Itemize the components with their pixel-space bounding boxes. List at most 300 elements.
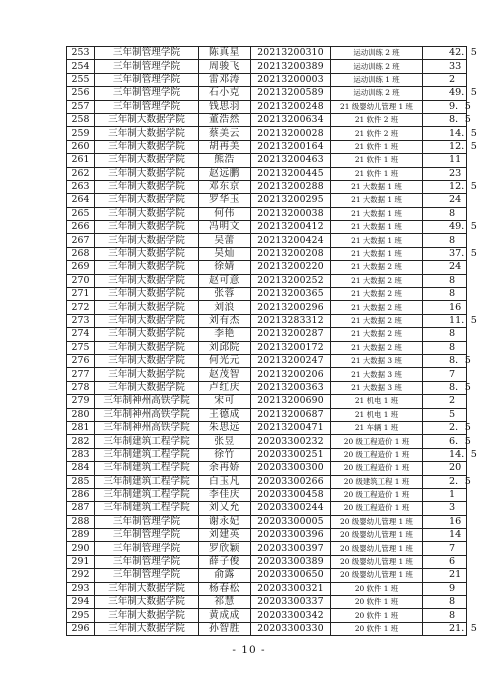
score-cell: 12．5 xyxy=(423,140,467,153)
student-name-cell: 余再娇 xyxy=(199,462,251,475)
college-cell: 三年制大数据学院 xyxy=(95,127,199,140)
score-cell: 8．5 xyxy=(423,354,467,367)
student-id-cell: 20203300005 xyxy=(251,515,331,528)
score-cell: 5 xyxy=(423,408,467,421)
class-cell: 21 大数据 2 班 xyxy=(331,328,423,341)
score-cell: 42．5 xyxy=(423,47,467,60)
student-id-cell: 20213200252 xyxy=(251,274,331,287)
row-number-cell: 268 xyxy=(67,247,95,260)
row-number-cell: 281 xyxy=(67,421,95,434)
student-id-cell: 20213200164 xyxy=(251,140,331,153)
score-cell: 21 xyxy=(423,569,467,582)
class-cell: 21 软件 1 班 xyxy=(331,167,423,180)
college-cell: 三年制大数据学院 xyxy=(95,596,199,609)
student-name-cell: 徐竹 xyxy=(199,448,251,461)
row-number-cell: 279 xyxy=(67,395,95,408)
student-name-cell: 赵可意 xyxy=(199,274,251,287)
score-cell: 16 xyxy=(423,515,467,528)
score-cell: 8 xyxy=(423,596,467,609)
table-row xyxy=(67,555,467,568)
college-cell: 三年制大数据学院 xyxy=(95,261,199,274)
student-name-cell: 刘乂允 xyxy=(199,502,251,515)
college-cell: 三年制大数据学院 xyxy=(95,194,199,207)
row-number-cell: 294 xyxy=(67,596,95,609)
student-id-cell: 20203300300 xyxy=(251,462,331,475)
table-row xyxy=(67,488,467,501)
table-row xyxy=(67,47,467,60)
student-id-cell: 20203300244 xyxy=(251,502,331,515)
table-row xyxy=(67,247,467,260)
college-cell: 三年制建筑工程学院 xyxy=(95,502,199,515)
class-cell: 运动训练 2 班 xyxy=(331,47,423,60)
student-name-cell: 罗华玉 xyxy=(199,194,251,207)
table-row xyxy=(67,154,467,167)
student-id-cell: 20203300396 xyxy=(251,529,331,542)
college-cell: 三年制大数据学院 xyxy=(95,167,199,180)
table-row xyxy=(67,274,467,287)
table-row xyxy=(67,288,467,301)
student-score-table xyxy=(66,46,477,636)
college-cell: 三年制神州高铁学院 xyxy=(95,421,199,434)
score-cell: 14．5 xyxy=(423,127,467,140)
college-cell: 三年制大数据学院 xyxy=(95,301,199,314)
student-id-cell: 20213200471 xyxy=(251,421,331,434)
student-name-cell: 熊浩 xyxy=(199,154,251,167)
table-row xyxy=(67,73,467,86)
table-row xyxy=(67,328,467,341)
row-number-cell: 286 xyxy=(67,488,95,501)
class-cell: 20 级婴幼儿管理 1 班 xyxy=(331,515,423,528)
student-name-cell: 赵远鹏 xyxy=(199,167,251,180)
table-row xyxy=(67,368,467,381)
class-cell: 20 级建筑工程 1 班 xyxy=(331,475,423,488)
score-cell: 37．5 xyxy=(423,247,467,260)
student-name-cell: 陈真星 xyxy=(199,47,251,60)
score-cell: 2．5 xyxy=(423,475,467,488)
table-row xyxy=(67,113,467,126)
student-name-cell: 钱思羽 xyxy=(199,100,251,113)
row-number-cell: 262 xyxy=(67,167,95,180)
college-cell: 三年制大数据学院 xyxy=(95,582,199,595)
table-row xyxy=(67,261,467,274)
student-id-cell: 20213200687 xyxy=(251,408,331,421)
class-cell: 20 软件 1 班 xyxy=(331,582,423,595)
class-cell: 21 大数据 1 班 xyxy=(331,194,423,207)
student-id-cell: 20203300251 xyxy=(251,448,331,461)
table-row xyxy=(67,529,467,542)
class-cell: 21 大数据 2 班 xyxy=(331,314,423,327)
student-name-cell: 赵茂智 xyxy=(199,368,251,381)
student-name-cell: 俞露 xyxy=(199,569,251,582)
row-number-cell: 290 xyxy=(67,542,95,555)
score-cell: 1 xyxy=(423,488,467,501)
table-row xyxy=(67,596,467,609)
score-cell: 2 xyxy=(423,73,467,86)
row-number-cell: 263 xyxy=(67,180,95,193)
student-name-cell: 刘建英 xyxy=(199,529,251,542)
class-cell: 21 软件 2 班 xyxy=(331,127,423,140)
table-row xyxy=(67,301,467,314)
row-number-cell: 254 xyxy=(67,60,95,73)
college-cell: 三年制管理学院 xyxy=(95,529,199,542)
student-id-cell: 20213200287 xyxy=(251,328,331,341)
student-id-cell: 20203300650 xyxy=(251,569,331,582)
student-name-cell: 朱思远 xyxy=(199,421,251,434)
score-cell: 8 xyxy=(423,341,467,354)
student-id-cell: 20213200589 xyxy=(251,87,331,100)
row-number-cell: 272 xyxy=(67,301,95,314)
row-number-cell: 266 xyxy=(67,221,95,234)
student-id-cell: 20213200363 xyxy=(251,381,331,394)
table-row xyxy=(67,314,467,327)
student-name-cell: 刘邱院 xyxy=(199,341,251,354)
student-name-cell: 雷邓涛 xyxy=(199,73,251,86)
student-id-cell: 20213200247 xyxy=(251,354,331,367)
student-id-cell: 20213200445 xyxy=(251,167,331,180)
row-number-cell: 270 xyxy=(67,274,95,287)
class-cell: 20 软件 1 班 xyxy=(331,596,423,609)
student-name-cell: 石小克 xyxy=(199,87,251,100)
college-cell: 三年制大数据学院 xyxy=(95,207,199,220)
student-id-cell: 20213200634 xyxy=(251,113,331,126)
student-id-cell: 20203300458 xyxy=(251,488,331,501)
score-cell: 49．5 xyxy=(423,87,467,100)
student-name-cell: 祁慧 xyxy=(199,596,251,609)
score-cell: 12．5 xyxy=(423,180,467,193)
college-cell: 三年制管理学院 xyxy=(95,569,199,582)
row-number-cell: 288 xyxy=(67,515,95,528)
college-cell: 三年制建筑工程学院 xyxy=(95,435,199,448)
table-row xyxy=(67,515,467,528)
class-cell: 21 大数据 1 班 xyxy=(331,247,423,260)
class-cell: 运动训练 2 班 xyxy=(331,60,423,73)
class-cell: 20 级工程造价 1 班 xyxy=(331,435,423,448)
class-cell: 21 大数据 1 班 xyxy=(331,234,423,247)
student-name-cell: 蔡美云 xyxy=(199,127,251,140)
student-id-cell: 20213200248 xyxy=(251,100,331,113)
class-cell: 20 级婴幼儿管理 1 班 xyxy=(331,529,423,542)
class-cell: 21 大数据 2 班 xyxy=(331,261,423,274)
college-cell: 三年制建筑工程学院 xyxy=(95,448,199,461)
student-id-cell: 20203300321 xyxy=(251,582,331,595)
college-cell: 三年制大数据学院 xyxy=(95,221,199,234)
student-id-cell: 20213200220 xyxy=(251,261,331,274)
college-cell: 三年制神州高铁学院 xyxy=(95,408,199,421)
table-row xyxy=(67,462,467,475)
score-cell: 7 xyxy=(423,368,467,381)
student-id-cell: 20213200310 xyxy=(251,47,331,60)
table-row xyxy=(67,421,467,434)
student-name-cell: 刘浪 xyxy=(199,301,251,314)
class-cell: 21 大数据 3 班 xyxy=(331,368,423,381)
row-number-cell: 283 xyxy=(67,448,95,461)
row-number-cell: 274 xyxy=(67,328,95,341)
class-cell: 21 软件 1 班 xyxy=(331,154,423,167)
score-cell: 3 xyxy=(423,502,467,515)
score-cell: 20 xyxy=(423,462,467,475)
college-cell: 三年制管理学院 xyxy=(95,47,199,60)
college-cell: 三年制大数据学院 xyxy=(95,288,199,301)
class-cell: 20 级婴幼儿管理 1 班 xyxy=(331,569,423,582)
score-cell: 14 xyxy=(423,529,467,542)
class-cell: 运动训练 2 班 xyxy=(331,87,423,100)
student-name-cell: 薛子俊 xyxy=(199,555,251,568)
table-row xyxy=(67,87,467,100)
row-number-cell: 282 xyxy=(67,435,95,448)
table-row xyxy=(67,609,467,622)
class-cell: 21 大数据 3 班 xyxy=(331,381,423,394)
table-body xyxy=(67,47,477,636)
table-row xyxy=(67,60,467,73)
student-id-cell: 20203300342 xyxy=(251,609,331,622)
college-cell: 三年制大数据学院 xyxy=(95,234,199,247)
student-name-cell: 卢红庆 xyxy=(199,381,251,394)
class-cell: 21 级婴幼儿管理 1 班 xyxy=(331,100,423,113)
student-name-cell: 李佳庆 xyxy=(199,488,251,501)
class-cell: 20 级工程造价 1 班 xyxy=(331,462,423,475)
college-cell: 三年制大数据学院 xyxy=(95,154,199,167)
college-cell: 三年制管理学院 xyxy=(95,87,199,100)
row-number-cell: 261 xyxy=(67,154,95,167)
score-cell: 9 xyxy=(423,582,467,595)
row-number-cell: 273 xyxy=(67,314,95,327)
college-cell: 三年制大数据学院 xyxy=(95,113,199,126)
table-row xyxy=(67,100,467,113)
score-cell: 24 xyxy=(423,261,467,274)
table-row xyxy=(67,622,467,635)
class-cell: 21 机电 1 班 xyxy=(331,395,423,408)
student-name-cell: 何光元 xyxy=(199,354,251,367)
table-row xyxy=(67,207,467,220)
student-name-cell: 黄成成 xyxy=(199,609,251,622)
table-row xyxy=(67,381,467,394)
row-number-cell: 257 xyxy=(67,100,95,113)
college-cell: 三年制大数据学院 xyxy=(95,622,199,635)
row-number-cell: 280 xyxy=(67,408,95,421)
class-cell: 21 大数据 1 班 xyxy=(331,221,423,234)
college-cell: 三年制管理学院 xyxy=(95,555,199,568)
student-id-cell: 20213200038 xyxy=(251,207,331,220)
table-row xyxy=(67,502,467,515)
college-cell: 三年制建筑工程学院 xyxy=(95,475,199,488)
table-row xyxy=(67,408,467,421)
college-cell: 三年制大数据学院 xyxy=(95,341,199,354)
college-cell: 三年制大数据学院 xyxy=(95,381,199,394)
row-number-cell: 260 xyxy=(67,140,95,153)
score-cell: 6．5 xyxy=(423,435,467,448)
class-cell: 运动训练 1 班 xyxy=(331,73,423,86)
table-row xyxy=(67,582,467,595)
table-row xyxy=(67,180,467,193)
row-number-cell: 271 xyxy=(67,288,95,301)
student-name-cell: 杨春松 xyxy=(199,582,251,595)
table-row xyxy=(67,194,467,207)
student-name-cell: 张昱 xyxy=(199,435,251,448)
student-id-cell: 20213200208 xyxy=(251,247,331,260)
class-cell: 20 级工程造价 1 班 xyxy=(331,448,423,461)
class-cell: 21 软件 2 班 xyxy=(331,113,423,126)
college-cell: 三年制管理学院 xyxy=(95,542,199,555)
college-cell: 三年制大数据学院 xyxy=(95,140,199,153)
student-id-cell: 20213200295 xyxy=(251,194,331,207)
score-cell: 8．5 xyxy=(423,113,467,126)
row-number-cell: 258 xyxy=(67,113,95,126)
table-row xyxy=(67,234,467,247)
class-cell: 20 软件 1 班 xyxy=(331,622,423,635)
student-id-cell: 20213200463 xyxy=(251,154,331,167)
row-number-cell: 265 xyxy=(67,207,95,220)
score-cell: 49．5 xyxy=(423,221,467,234)
student-id-cell: 20213200172 xyxy=(251,341,331,354)
score-cell: 8 xyxy=(423,207,467,220)
table-row xyxy=(67,475,467,488)
student-name-cell: 刘有杰 xyxy=(199,314,251,327)
row-number-cell: 255 xyxy=(67,73,95,86)
student-id-cell: 20203300397 xyxy=(251,542,331,555)
class-cell: 20 级工程造价 1 班 xyxy=(331,488,423,501)
student-id-cell: 20213200690 xyxy=(251,395,331,408)
score-cell: 11 xyxy=(423,154,467,167)
table-row xyxy=(67,221,467,234)
row-number-cell: 295 xyxy=(67,609,95,622)
score-cell: 11．5 xyxy=(423,314,467,327)
score-cell: 6 xyxy=(423,555,467,568)
table-row xyxy=(67,341,467,354)
college-cell: 三年制大数据学院 xyxy=(95,354,199,367)
student-name-cell: 周骏飞 xyxy=(199,60,251,73)
class-cell: 21 机电 1 班 xyxy=(331,408,423,421)
student-name-cell: 吴灿 xyxy=(199,247,251,260)
score-cell: 9．5 xyxy=(423,100,467,113)
table-row xyxy=(67,140,467,153)
student-id-cell: 20213200365 xyxy=(251,288,331,301)
student-id-cell: 20203300337 xyxy=(251,596,331,609)
student-name-cell: 张蓉 xyxy=(199,288,251,301)
student-name-cell: 白玉凡 xyxy=(199,475,251,488)
row-number-cell: 284 xyxy=(67,462,95,475)
college-cell: 三年制大数据学院 xyxy=(95,314,199,327)
table-row xyxy=(67,569,467,582)
score-cell: 7 xyxy=(423,542,467,555)
class-cell: 20 级婴幼儿管理 1 班 xyxy=(331,555,423,568)
student-name-cell: 罗欣颖 xyxy=(199,542,251,555)
college-cell: 三年制管理学院 xyxy=(95,515,199,528)
student-id-cell: 20213200296 xyxy=(251,301,331,314)
class-cell: 21 大数据 1 班 xyxy=(331,180,423,193)
college-cell: 三年制建筑工程学院 xyxy=(95,488,199,501)
student-id-cell: 20213200028 xyxy=(251,127,331,140)
score-cell: 16 xyxy=(423,301,467,314)
row-number-cell: 264 xyxy=(67,194,95,207)
student-name-cell: 何伟 xyxy=(199,207,251,220)
college-cell: 三年制管理学院 xyxy=(95,60,199,73)
class-cell: 21 大数据 2 班 xyxy=(331,301,423,314)
score-cell: 8 xyxy=(423,274,467,287)
row-number-cell: 291 xyxy=(67,555,95,568)
class-cell: 20 软件 1 班 xyxy=(331,609,423,622)
score-cell: 8．5 xyxy=(423,381,467,394)
college-cell: 三年制大数据学院 xyxy=(95,274,199,287)
college-cell: 三年制大数据学院 xyxy=(95,609,199,622)
row-number-cell: 293 xyxy=(67,582,95,595)
row-number-cell: 276 xyxy=(67,354,95,367)
table-row xyxy=(67,448,467,461)
college-cell: 三年制管理学院 xyxy=(95,100,199,113)
score-cell: 2．5 xyxy=(423,421,467,434)
student-id-cell: 20213200412 xyxy=(251,221,331,234)
student-name-cell: 宋可 xyxy=(199,395,251,408)
student-id-cell: 20213200003 xyxy=(251,73,331,86)
class-cell: 21 车辆 1 班 xyxy=(331,421,423,434)
student-id-cell: 20213200206 xyxy=(251,368,331,381)
row-number-cell: 259 xyxy=(67,127,95,140)
class-cell: 21 大数据 3 班 xyxy=(331,354,423,367)
row-number-cell: 275 xyxy=(67,341,95,354)
row-number-cell: 256 xyxy=(67,87,95,100)
score-cell: 2 xyxy=(423,395,467,408)
college-cell: 三年制大数据学院 xyxy=(95,328,199,341)
score-cell: 14．5 xyxy=(423,448,467,461)
class-cell: 20 级婴幼儿管理 1 班 xyxy=(331,542,423,555)
table-row xyxy=(67,542,467,555)
student-id-cell: 20213283312 xyxy=(251,314,331,327)
student-name-cell: 冯明文 xyxy=(199,221,251,234)
college-cell: 三年制神州高铁学院 xyxy=(95,395,199,408)
college-cell: 三年制管理学院 xyxy=(95,73,199,86)
college-cell: 三年制大数据学院 xyxy=(95,180,199,193)
student-name-cell: 孙智胜 xyxy=(199,622,251,635)
class-cell: 20 级工程造价 1 班 xyxy=(331,502,423,515)
college-cell: 三年制大数据学院 xyxy=(95,368,199,381)
student-id-cell: 20213200424 xyxy=(251,234,331,247)
row-number-cell: 253 xyxy=(67,47,95,60)
table-row xyxy=(67,354,467,367)
score-cell: 21．5 xyxy=(423,622,467,635)
student-id-cell: 20213200288 xyxy=(251,180,331,193)
student-name-cell: 吴蕾 xyxy=(199,234,251,247)
score-cell: 33 xyxy=(423,60,467,73)
row-number-cell: 267 xyxy=(67,234,95,247)
class-cell: 21 软件 1 班 xyxy=(331,140,423,153)
college-cell: 三年制大数据学院 xyxy=(95,247,199,260)
row-number-cell: 277 xyxy=(67,368,95,381)
table-row xyxy=(67,435,467,448)
row-number-cell: 285 xyxy=(67,475,95,488)
student-name-cell: 徐婧 xyxy=(199,261,251,274)
student-name-cell: 胡再美 xyxy=(199,140,251,153)
row-number-cell: 278 xyxy=(67,381,95,394)
page-number: - 10 - xyxy=(232,644,266,656)
class-cell: 21 大数据 1 班 xyxy=(331,207,423,220)
score-cell: 8 xyxy=(423,234,467,247)
student-name-cell: 王德成 xyxy=(199,408,251,421)
student-name-cell: 李艳 xyxy=(199,328,251,341)
row-number-cell: 287 xyxy=(67,502,95,515)
class-cell: 21 大数据 2 班 xyxy=(331,274,423,287)
records-sheet xyxy=(66,46,477,636)
student-name-cell: 邓东京 xyxy=(199,180,251,193)
score-cell: 8 xyxy=(423,609,467,622)
row-number-cell: 289 xyxy=(67,529,95,542)
score-cell: 23 xyxy=(423,167,467,180)
class-cell: 21 大数据 2 班 xyxy=(331,288,423,301)
row-number-cell: 269 xyxy=(67,261,95,274)
row-number-cell: 292 xyxy=(67,569,95,582)
student-id-cell: 20213200389 xyxy=(251,60,331,73)
table-row xyxy=(67,167,467,180)
score-cell: 24 xyxy=(423,194,467,207)
student-name-cell: 谢永妃 xyxy=(199,515,251,528)
